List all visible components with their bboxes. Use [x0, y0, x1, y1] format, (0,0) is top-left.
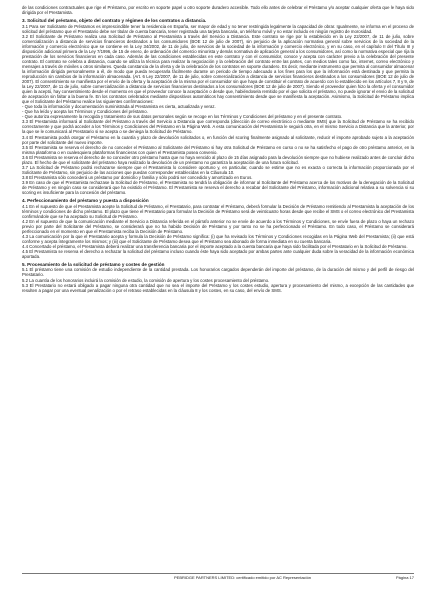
paragraph: 4.4 Concertado el préstamo, el Prestamista deberá realizar una transferencia bancaria por el importe aceptado a la cuenta bancaria que haya sido facilitada por el Prestatario en la Solicitud de Préstamo.	[22, 243, 408, 249]
page-footer	[22, 573, 414, 583]
paragraph: 5.3 El Prestatario no estará obligado a pagar ninguna otra cantidad que no sea el importe del Préstamo y los costes estudio, apertura y procesamiento del mismo, a excepción de las cantidades que resulten a pagar por una eventual penalización o por el retraso establecidas en la cláusula 8 y los costes, en su caso, del envío de SMS.	[22, 282, 414, 293]
footer-company: PEBRIDGE PARTNERS LIMITED: certificado emitido por AC Representación	[174, 575, 312, 580]
paragraph: 3.4 El Prestamista podrá otorgar el Préstamo en la cuantía y plazo de devolución solicitados o, en función del scoring finalmente asignado al solicitante, reducir el importe aprobado sujeto a la aceptación por parte del solicitante del nuevo importe.	[22, 134, 414, 145]
paragraph: - Que ha leído y acepta los Términos y Condiciones del préstamo.	[22, 109, 148, 115]
section-heading: 3. Solicitud del préstamo, objeto del contrato y régimen de los contratos a distancia.	[22, 18, 207, 24]
paragraph: 3.1 Para ser Solicitante de Préstamos es imprescindible tener la residencia en España, ser mayor de edad y no tener restringida legalmente la capacidad de obrar. Igualmente, se informa en el proceso de solicitud del préstamo que el Prestatario debe ser titular de cuenta bancaria, tener registrada una tarjeta bancaria, un teléfono móvil y no estar incluido en ningún registro de morosidad.	[22, 23, 414, 34]
paragraph: 3.8 El Prestamista sólo concederá un préstamo por domicilio y familia y sólo podrá ser concedido y amortizado en Euros.	[22, 174, 253, 180]
paragraph: 4.3 La comunicación por la que el Prestatario acepta y formula la Decisión de Préstamo significa: (i) que ha revisado los Términos y Condiciones recogidas en la Página Web del Prestamista; (ii) que está conforme y acepta íntegramente los mismos; y (iii) que el Solicitante de Préstamo desea que el Préstamo sea abonado de forma inmediata en su cuenta bancaria.	[22, 233, 414, 244]
paragraph: 3.2 El Solicitante de Préstamo realiza una Solicitud de Préstamo al Prestamista a través del Servicio a Distancia. Este contrato se rige por lo establecido en la Ley 22/2007, de 11 de julio, sobre comercialización a distancia de servicios financieros destinados a los consumidores (BOE 12 de julio de 2007), sin perjuicio de la aplicación normativa general sobre servicios de la sociedad de la información y comercio electrónico que se contiene en la Ley 34/2002, de 11 de julio, de servicios de la sociedad de la información y comercio electrónico, y en su caso, en el capítulo II del Título III y disposición adicional primera de la Ley 7/1996, de 15 de enero, de ordenación del comercio minorista y demás normativa de aplicación general a los consumidores, así como la normativa especial que rija la prestación de los servicios financieros en cada caso. Además de las condiciones establecidas en este contrato y con el consumidor, conoce y acepta con carácter previo a la celebración del presente contrato. El contrato se celebra a distancia, cuando se utiliza la técnica para realizar la negociación y la celebración del contrato entre las partes, con medios tales como fax, internet, correo electrónico y mensajes a través de móviles u otros similares. Queda constancia de la oferta y de la celebración de los contratos en soporte duradero. Es decir, mediante instrumento que permita al consumidor almacenar la información dirigida personalmente a él, de modo que pueda recuperarla fácilmente durante un periodo de tiempo adecuado a los fines para los que la información está destinada y que permita la reproducción sin cambios de la información almacenada. (Art. 6 Ley 22/2007, de 11 de julio, sobre comercialización a distancia de servicios financieros destinados a los consumidores (BOE 12 de julio de 2007). El consentimiento se manifiesta por el envío de la oferta y la aceptación de la misma por el consumidor sin que haya de constituir el contrato de acuerdo con lo establecido en los artículos 7, 8 y 9, de la Ley 22/2007, de 11 de julio, sobre comercialización a distancia de servicios financieros destinados a los consumidores (BOE 12 de julio de 2007). Siendo el proveedor quien hizo la oferta y el consumidor quien la aceptó, hay consentimiento desde el momento en que el proveedor conoce la aceptación o desde que, habiéndosela remitido por el que solicita el préstamo, no puede ignorar el envío de la solicitud de aceptación sin faltar a la buena fe. En los contratos celebrados mediante dispositivos automáticos hay consentimiento desde que se manifiesta la aceptación. Asimismo, la Solicitud de Préstamo implica que el Solicitante del Préstamo realice las siguientes confirmaciones:	[22, 33, 414, 105]
paragraph: 5.1 El préstamo tiene una comisión de estudio independiente de la cantidad prestada. Los honorarios cargados dependerán del importe del préstamo, de la duración del mismo y del perfil de riesgo del Prestatario.	[22, 267, 414, 278]
paragraph: 4.2 En el supuesto de que la comunicación mediante el Servicio a Distancia referida en el párrafo anterior no se envíe de acuerdo a los Términos y Condiciones, se envíe fuera de plazo o haya un rechazo previo por parte del Solicitante del Préstamo, se considerará que no ha habido Decisión de Préstamo y por tanto no se ha perfeccionado el Préstamo. En todo caso, el Préstamo se considerará perfeccionado en el momento en que el Prestamista reciba la Decisión de Préstamo.	[22, 218, 414, 234]
paragraph: 3.6 El Prestamista se reserva el derecho de no conceder otro préstamo hasta que no haya vencido al plazo de 15 días asignado para la devolución siempre que no hubiese realizado antes de concluir dicho plazo. El hecho de que el solicitante del préstamo haya realizado la devolución de un préstamo no garantiza la aceptación de una futura solicitud.	[22, 154, 414, 165]
paragraph: 3.7 La Solicitud de Préstamo podrá rechazarse siempre que el Prestamista lo considere oportuno y, en particular, cuando se estime que no es exacta o correcta la información proporcionada por el Solicitante de Préstamo, sin perjuicio de las acciones que puedan corresponder establecidas en la Cláusula 10.	[22, 164, 414, 175]
paragraph: 5.2 La cuantía de los honorarios incluirá la comisión de estudio, la comisión de apertura y los costes procesamiento del préstamo.	[22, 277, 270, 283]
paragraph: de las condiciones contractuales que rige el Préstamo, por escrito en soporte papel u otro soporte duradero accesible. Todo ello antes de celebrar el Préstamo y/o aceptar cualquier oferta que le haya sido dirigida por el Prestamista.	[22, 5, 414, 16]
paragraph: 4.1 En el supuesto de que el Prestamista acepte la Solicitud de Préstamo, el Prestatario, para contratar el Préstamo, deberá formular la Decisión de Préstamo remitiendo al Prestamista la aceptación de los términos y condiciones de dicho préstamo. El plazo que tiene el Prestatario para formular la Decisión de Préstamo será de veinticuatro horas desde que recibe el SMS o el correo electrónico del Prestamista confirmándole que se ha aceptado su Solicitud de Préstamo.	[22, 203, 414, 219]
paragraph: 3.9 En caso de que el Prestamista rechazase la Solicitud de Préstamo, el Prestamista no tendrá la obligación de informar al Solicitante del Préstamo acerca de los motivos de la denegación de la Solicitud de Préstamo y en ningún caso se considerará que ha existido el Préstamo. El Prestamista se reserva el derecho a recabar del Solicitante del Préstamo, información adicional relativa a su solvencia si su scoring es insuficiente para la concesión del préstamo.	[22, 179, 414, 196]
section-heading: 4. Perfeccionamiento del préstamo y puesta a disposición	[22, 198, 149, 204]
paragraph: - Que autoriza expresamente la recogida y tratamiento de sus datos personales según se recoge en los Términos y Condiciones del préstamo y en el presente contrato.	[22, 114, 343, 120]
section-heading: 5. Procesamiento de la solicitud de préstamo y costes de gestión	[22, 262, 165, 268]
paragraph: 3.5 El Prestamista se reserva el derecho de no conceder el Préstamo al Solicitante del Préstamo si hay otra Solicitud de Préstamo en curso o no se ha satisfecho el pago de otro préstamo anterior, en la misma plataforma o en cualesquiera plataformas financieras con quien el Prestamista posea convenio.	[22, 144, 414, 155]
document-body	[22, 5, 414, 293]
page-number: Página 17	[395, 575, 414, 580]
paragraph: 4.5 El Prestamista se reserva el derecho a rechazar la solicitud del préstamo incluso cuando éste haya sido aceptado por ambas partes ante cualquier duda sobre la veracidad de la información económica aportada.	[22, 248, 414, 259]
paragraph: - Que toda la información y documentación suministrada al Prestamista es cierta, actualizada y veraz.	[22, 104, 216, 110]
paragraph: 3.3 El Prestamista informará al Solicitante del Préstamo a través del Servicio a Distancia que corresponda (dirección de correo electrónico o mediante SMS) que la Solicitud de Préstamo se ha recibido correctamente y que podrá acceder a los Términos y Condiciones del Préstamo en la Página Web. A esta comunicación del Prestamista le seguirá otra, en el mismo Servicio a Distancia que la anterior, por la que se le comunicará al Prestatario si se acepta o se deniega la Solicitud de Préstamo.	[22, 119, 414, 135]
